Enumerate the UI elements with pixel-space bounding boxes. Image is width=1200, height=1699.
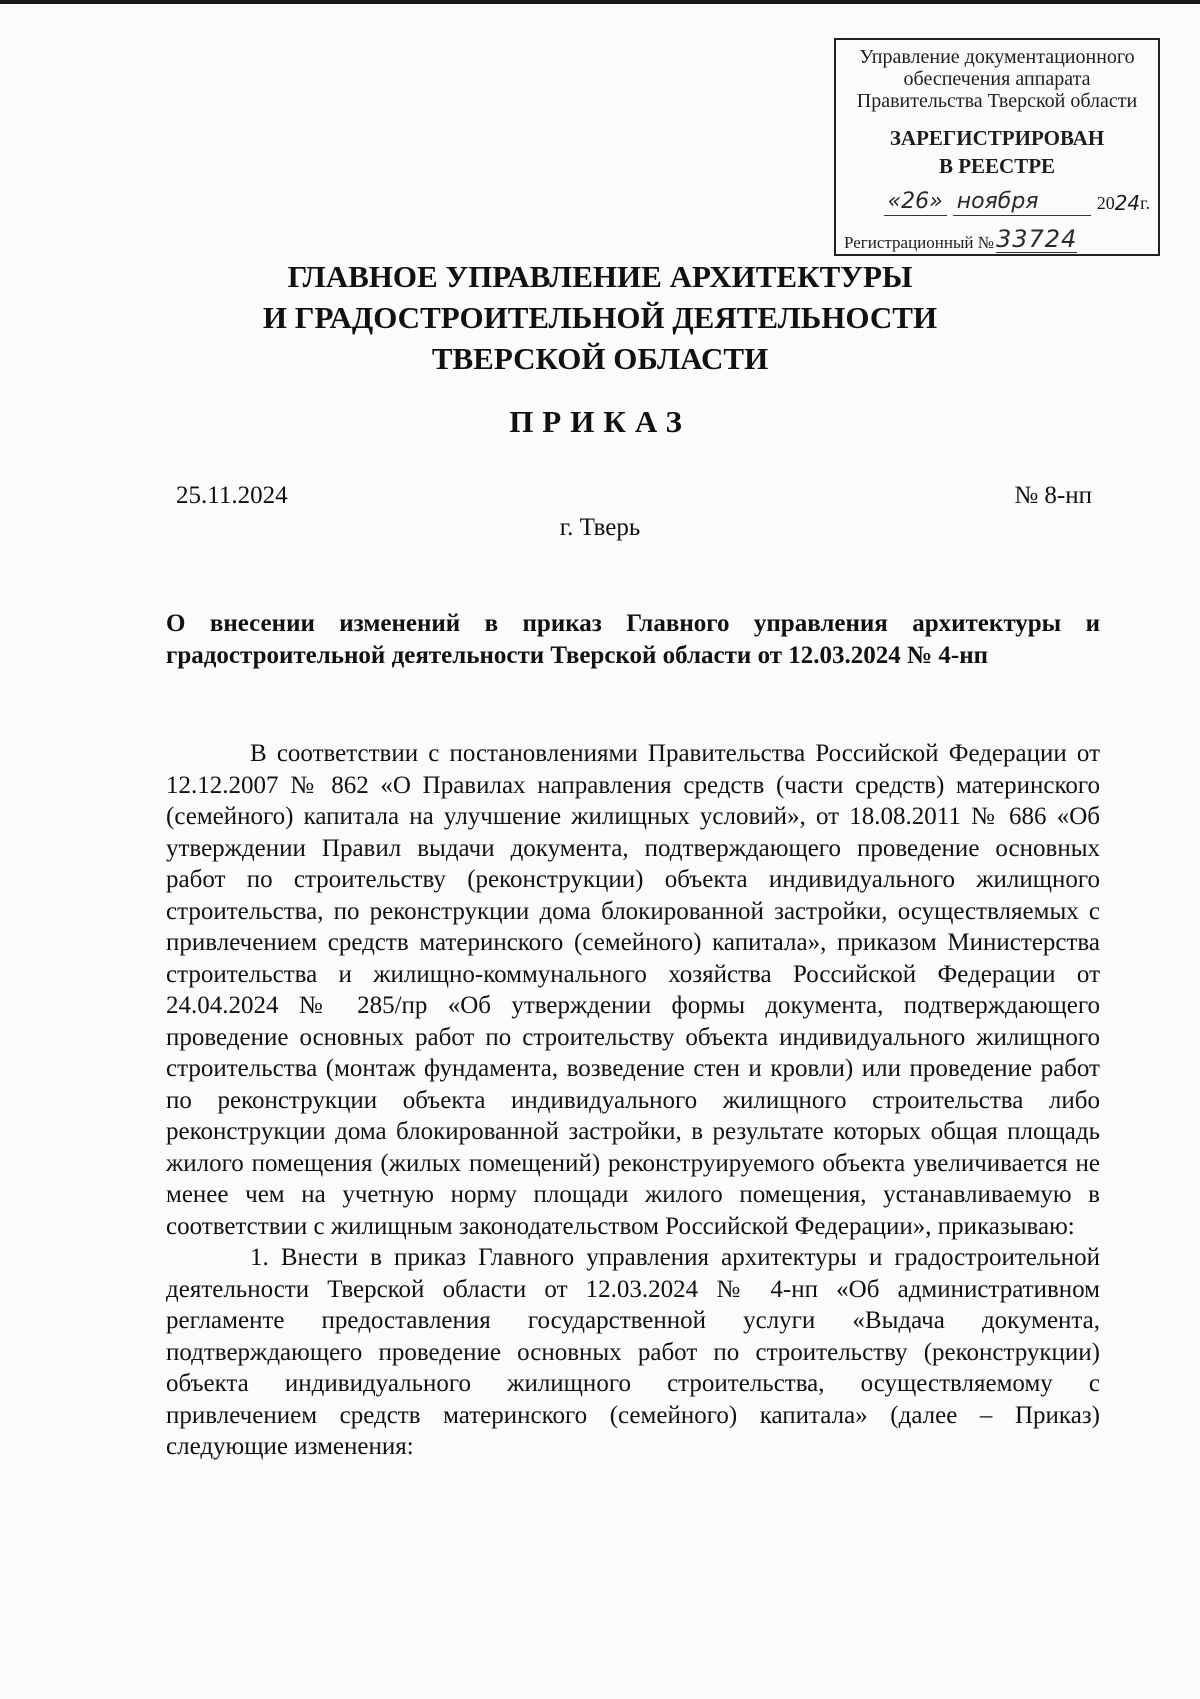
org-heading-line: ГЛАВНОЕ УПРАВЛЕНИЕ АРХИТЕКТУРЫ	[287, 259, 913, 294]
stamp-date-month: ноября	[953, 189, 1091, 216]
stamp-title	[844, 124, 1150, 180]
body-paragraph: 1. Внести в приказ Главного управления архитектуры и градостроительной деятельности Тверской области от 12.03.2024 № 4-нп «Об административном регламенте предоставления государственной услуги «Выдача документа, подтверждающего проведение основных работ по строительству (реконструкции) объекта индивидуального жилищного строительства, осуществляемому с привлечением средств материнского (семейного) капитала» (далее – Приказ) следующие изменения:	[166, 1244, 1100, 1460]
stamp-title-line: В РЕЕСТРЕ	[938, 154, 1056, 178]
order-date: 25.11.2024	[176, 482, 288, 509]
document-type: ПРИКАЗ	[509, 404, 691, 439]
stamp-year-suffix: г.	[1140, 193, 1150, 213]
stamp-org-line: Управление документационного	[859, 46, 1135, 68]
order-body	[166, 738, 1100, 1463]
stamp-org-line: обеспечения аппарата	[903, 68, 1091, 90]
order-subject: О внесении изменений в приказ Главного управления архитектуры и градостроительной деятельности Тверской области от 12.03.2024 № 4-нп	[166, 610, 1100, 669]
stamp-date-day: «26»	[884, 189, 947, 216]
body-paragraph: В соответствии с постановлениями Правительства Российской Федерации от 12.12.2007 № 862 «О Правилах направления средств (части средств) материнского (семейного) капитала на улучшение жилищных условий», от 18.08.2011 № 686 «Об утверждении Правил выдачи документа, подтверждающего проведение основных работ по строительству (реконструкции) объекта индивидуального жилищного строительства, по реконструкции дома блокированной застройки, осуществляемых с привлечением средств материнского (семейного) капитала», приказом Министерства строительства и жилищно-коммунального хозяйства Российской Федерации от 24.04.2024 № 285/пр «Об утверждении формы документа, подтверждающего проведение основных работ по строительству объекта индивидуального жилищного строительства (монтаж фундамента, возведение стен и кровли) или проведение работ по реконструкции объекта индивидуального жилищного строительства либо реконструкции дома блокированной застройки, в результате которых общая площадь жилого помещения (жилых помещений) реконструируемого объекта увеличивается не менее чем на учетную норму площади жилого помещения, устанавливаемую в соответствии с жилищным законодательством Российской Федерации», приказываю:	[166, 740, 1100, 1240]
stamp-title-line: ЗАРЕГИСТРИРОВАН	[889, 126, 1105, 150]
order-city: г. Тверь	[559, 514, 641, 541]
stamp-registration	[844, 226, 1150, 253]
organization-heading	[200, 256, 1000, 379]
stamp-organization	[844, 46, 1150, 112]
stamp-year-prefix: 20	[1096, 193, 1115, 213]
stamp-date-year	[1097, 190, 1150, 216]
org-heading-line: И ГРАДОСТРОИТЕЛЬНОЙ ДЕЯТЕЛЬНОСТИ	[262, 300, 938, 335]
stamp-year-handwritten: 24	[1114, 191, 1141, 215]
stamp-reg-number: 33724	[995, 225, 1078, 253]
stamp-org-line: Правительства Тверской области	[856, 90, 1138, 112]
org-heading-line: ТВЕРСКОЙ ОБЛАСТИ	[431, 341, 769, 376]
order-number: № 8-нп	[1014, 482, 1092, 509]
stamp-date	[844, 186, 1150, 216]
registration-stamp	[834, 38, 1160, 256]
scan-edge	[0, 0, 1200, 4]
stamp-reg-label: Регистрационный №	[844, 233, 994, 252]
